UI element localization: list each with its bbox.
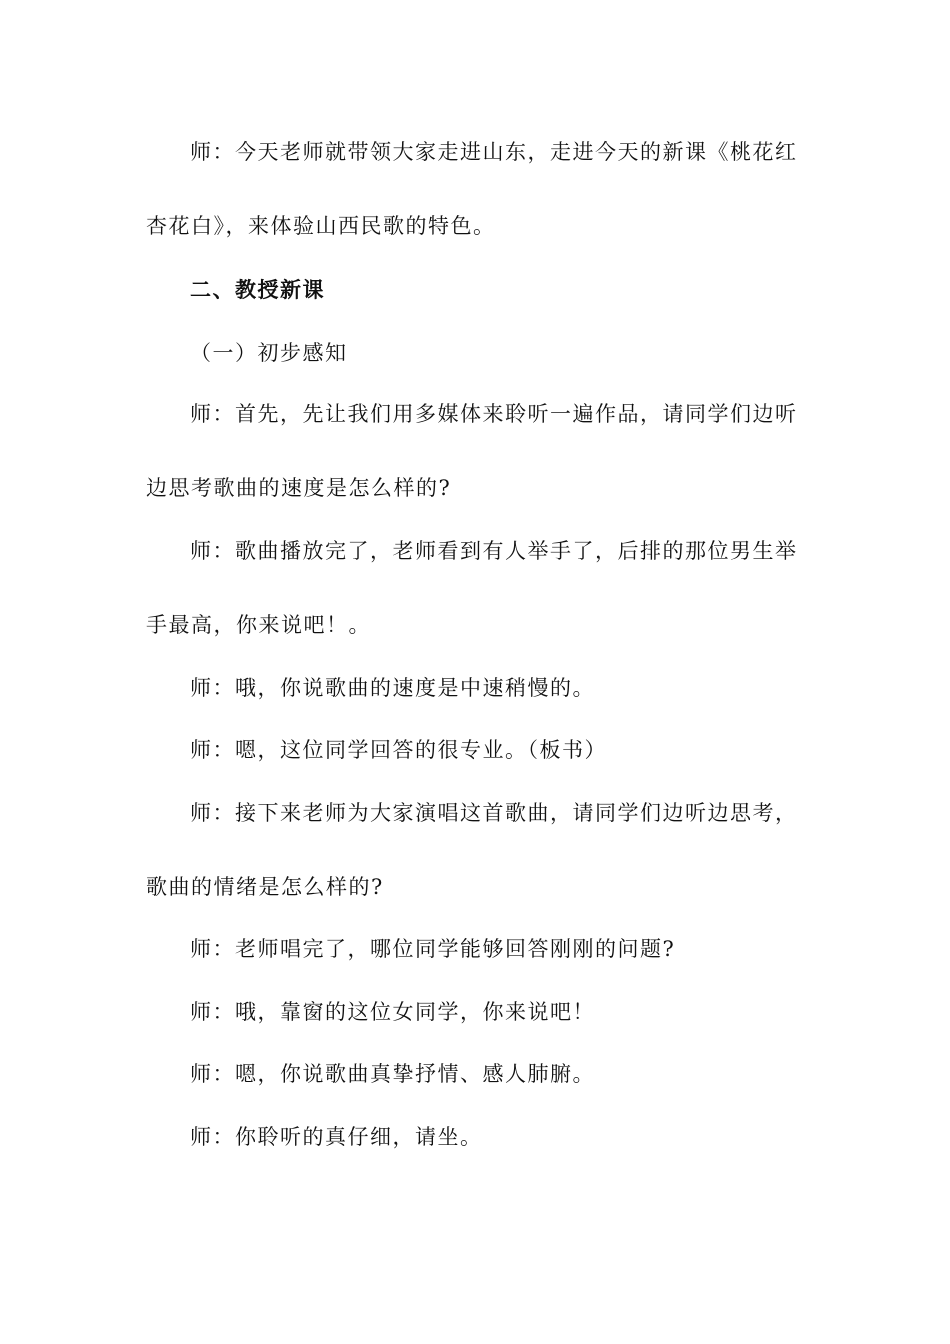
paragraph-line: 师：老师唱完了，哪位同学能够回答刚刚的问题? [190,937,676,961]
paragraph-line: 师：今天老师就带领大家走进山东，走进今天的新课《桃花红 [190,140,798,164]
paragraph-line: 师：首先，先让我们用多媒体来聆听一遍作品，请同学们边听 [190,402,798,426]
paragraph-line: 杏花白》，来体验山西民歌的特色。 [146,214,496,238]
paragraph-line: 边思考歌曲的速度是怎么样的? [146,476,452,500]
paragraph-line: 师：哦，你说歌曲的速度是中速稍慢的。 [190,676,595,700]
paragraph-line: 师：嗯，你说歌曲真挚抒情、感人肺腑。 [190,1062,595,1086]
paragraph-line: 师：接下来老师为大家演唱这首歌曲，请同学们边听边思考， [190,801,798,825]
paragraph-line: 师：哦，靠窗的这位女同学，你来说吧！ [190,1000,595,1024]
paragraph-line: 手最高，你来说吧！。 [146,613,371,637]
paragraph-line: 师：你聆听的真仔细，请坐。 [190,1125,483,1149]
paragraph-line: 师：嗯，这位同学回答的很专业。（板书） [190,738,607,762]
subsection-heading: （一）初步感知 [190,341,348,365]
section-heading: 二、教授新课 [190,277,325,302]
paragraph-line: 师：歌曲播放完了，老师看到有人举手了，后排的那位男生举 [190,539,798,563]
paragraph-line: 歌曲的情绪是怎么样的? [146,875,384,899]
